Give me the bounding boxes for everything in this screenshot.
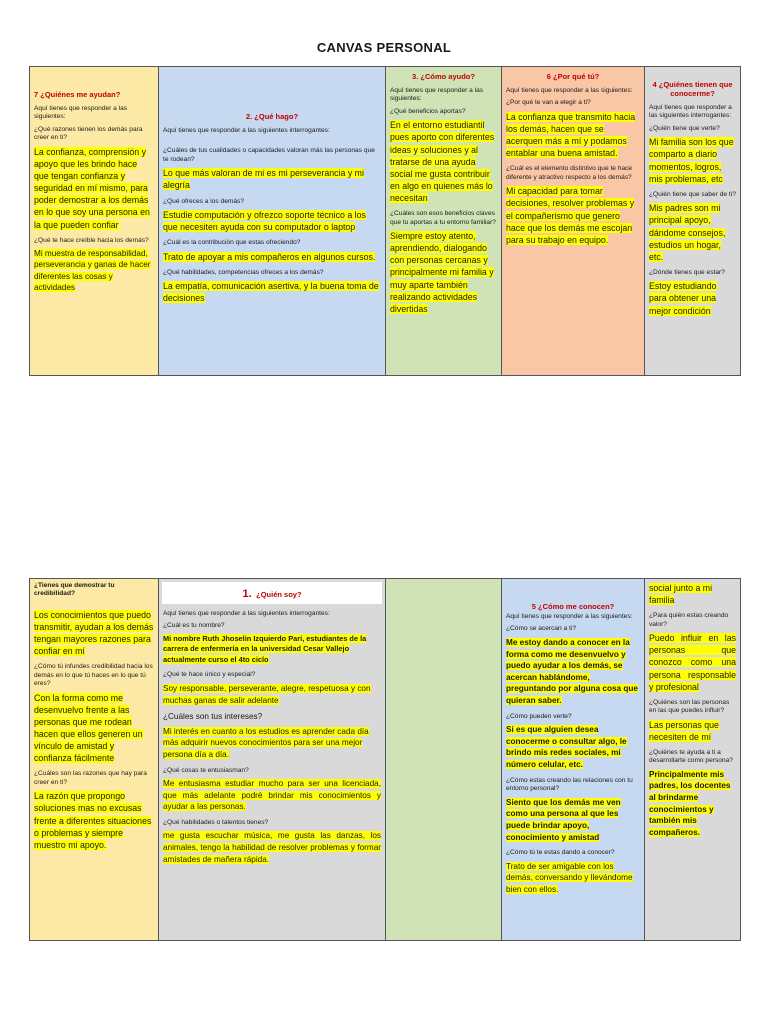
canvas-table-top — [29, 66, 741, 376]
question-text: ¿Cómo tú te estas dando a conocer? — [506, 849, 615, 857]
answer-text: Estoy estudiando para obtener una mejor condición — [649, 281, 717, 316]
question-text: ¿Qué habilidades, competencias ofreces a los demás? — [163, 268, 324, 276]
answer-text: Me entusiasma estudiar mucho para ser una licenciada, que más adelante podré brindar mis conocimientos y ayudar a las personas. — [163, 779, 381, 812]
answer-text: Mi nombre Ruth Jhoselin Izquierdo Parí, estudiantes de la carrera de enfermería en la universidad Cesar Vallejo actualmente curso el 4to ciclo — [163, 633, 367, 664]
answer-text: Siento que los demás me ven como una persona al que les puede brindar apoyo, conocimiento y amistad — [506, 797, 621, 842]
prompt-text: Aquí tienes que responder a las siguientes: — [506, 613, 633, 620]
cell-quienes-me-ayudan — [30, 67, 159, 375]
prompt-text: Aquí tienes que responder a las siguientes: — [390, 87, 484, 103]
question-text: ¿Cuál es el elemento distintivo que te hace diferente y atractivo respecto a los demás? — [506, 165, 633, 181]
prompt-text: Aquí tienes que responder a las siguientes interrogantes: — [649, 104, 732, 120]
cell-heading — [162, 582, 382, 604]
question-text: ¿Quién tiene que saber de ti? — [649, 190, 736, 198]
question-text: ¿Para quién estas creando valor? — [649, 612, 729, 628]
answer-text: Estudie computación y ofrezco soporte técnico a los que necesiten ayuda con su computador o laptop — [163, 210, 366, 233]
answer-text: Mis padres son mi principal apoyo, dándome consejos, estudios un hogar, etc. — [649, 203, 726, 262]
answer-text: me gusta escuchar música, me gusta las danzas, los animales, tengo la habilidad de resolver problemas y formar amistades de mañera rápida. — [163, 831, 381, 864]
cell-que-hago — [159, 67, 386, 375]
question-text: ¿Tienes que demostrar tu credibilidad? — [34, 582, 115, 598]
question-text: ¿Qué habilidades o talentos tienes? — [163, 818, 269, 826]
question-text: ¿Cuál es tu nombre? — [163, 622, 225, 630]
cell-heading: 5 ¿Cómo me conocen? — [531, 602, 615, 611]
question-text: ¿Qué te hace creíble hacia los demás? — [34, 236, 149, 244]
question-text: ¿Cómo se acercan a ti? — [506, 625, 576, 633]
cell-quien-soy — [159, 579, 386, 940]
cell-heading: 7 ¿Quiénes me ayudan? — [34, 90, 121, 99]
question-text: ¿Cómo pueden verte? — [506, 712, 572, 720]
heading-text: ¿Quién soy? — [256, 590, 302, 599]
answer-text: Trato de apoyar a mis compañeros en algunos cursos. — [163, 251, 376, 262]
question-text: ¿Por qué te van a elegir a ti? — [506, 99, 591, 107]
question-text: ¿Quiénes son las personas en las que puedes influir? — [649, 698, 730, 715]
answer-text: Trato de ser amigable con los demás, conversando y llevándome bien con ellos. — [506, 861, 633, 894]
question-text: ¿Cuáles son esos beneficios claves que tu aportas a tu entorno familiar? — [390, 210, 496, 226]
answer-text: social junto a mi familia — [649, 583, 713, 606]
question-text: ¿Qué cosas te entusiasman? — [163, 766, 249, 774]
answer-text: Mi capacidad para tomar decisiones, resolver problemas y el compañerismo que genero hace que los demás me escojan para su trabajo en equipo. — [506, 186, 635, 245]
prompt-text: Aquí tienes que responder a las siguientes interrogantes: — [163, 610, 330, 617]
cell-heading: 4 ¿Quiénes tienen que conocerme? — [652, 80, 733, 98]
answer-text: La razón que propongo soluciones mas no excusas frente a diferentes situaciones o problemas y siempre muestro mi apoyo. — [34, 791, 152, 850]
answer-text: Siempre estoy atento, aprendiendo, dialogando con personas cercanas y principalmente mi familia y muy aparte también realizando actividades divertidas — [390, 231, 494, 314]
answer-text: La confianza, comprensión y apoyo que les brindo hace que tengan confianza y seguridad en mí mismo, para poder demostrar a los demás en lo que soy una persona en la que pueden confiar — [34, 146, 150, 230]
canvas-table-bottom — [29, 578, 741, 941]
cell-empty-green — [386, 579, 502, 940]
cell-credibilidad — [30, 579, 159, 940]
cell-por-que-tu — [502, 67, 645, 375]
heading-number: 1. — [242, 588, 252, 600]
answer-text: Puedo influir en las personas que conozco como una persona responsable y profesional — [649, 633, 736, 692]
answer-text: Las personas que necesiten de mí — [649, 719, 719, 742]
answer-text: Soy responsable, perseverante, alegre, respetuosa y con muchas ganas de salir adelante — [163, 683, 371, 705]
cell-heading: 3. ¿Cómo ayudo? — [412, 72, 475, 81]
question-text: ¿Cómo estas creando las relaciones con tu entorno personal? — [506, 776, 633, 793]
answer-text: Los conocimientos que puedo transmitir, ayudan a los demás tengan mayores razones para confiar en mí — [34, 609, 154, 657]
prompt-text: Aquí tienes que responder a las siguientes: — [34, 105, 128, 121]
cell-como-me-conocen — [502, 579, 645, 940]
question-text: ¿Qué ofreces a los demás? — [163, 197, 244, 205]
question-text: ¿Qué beneficios aportas? — [390, 107, 466, 115]
answer-text: Me estoy dando a conocer en la forma como me desenvuelvo y puedo ayudar a los demás, se acercan hablándome, preguntando por alguna cosa que quieran saber. — [506, 637, 638, 706]
question-text: ¿Quién tiene que verte? — [649, 124, 720, 132]
answer-text: Mi familia son los que comparto a diario momentos, logros, mis problemas, etc — [649, 137, 734, 184]
question-text: ¿Cómo tú infundes credibilidad hacia los demás en lo que tú haces en lo que tú eres? — [34, 663, 153, 688]
cell-quienes-tienen-que-conocerme — [645, 67, 740, 375]
prompt-text: Aquí tienes que responder a las siguientes: — [506, 87, 633, 94]
question-text: ¿Cuáles son las razones que hay para creer en ti? — [34, 770, 147, 786]
question-text: ¿Dónde tienes que estar? — [649, 268, 725, 276]
answer-text: En el entorno estudiantil pues aporto con diferentes ideas y soluciones y al tratarse de una ayuda social me gusta contribuir en algo en quienes más lo necesitan — [390, 120, 495, 204]
question-text: ¿Qué te hace único y especial? — [163, 671, 256, 679]
question-text: ¿Qué razones tienen los demás para creer en ti? — [34, 125, 143, 142]
answer-text: Si es que alguien desea conocerme o consultar algo, le brindo mis redes sociales, mi número celular, etc. — [506, 725, 627, 770]
question-text: ¿Cuál es la contribución que estas ofreciendo? — [163, 239, 301, 247]
cell-quienes-tienen-que-conocerme-cont — [645, 579, 740, 940]
answer-text: La confianza que transmito hacia los demás, hacen que se acerquen más a mí y podamos entablar una buena amistad. — [506, 111, 636, 159]
cell-heading: 6 ¿Por qué tú? — [546, 72, 600, 81]
answer-text: Con la forma como me desenvuelvo frente a las personas que me rodean hacen que ellos generen un vínculo de amistad y confianza fácilmente — [34, 692, 143, 764]
question-text: ¿Cuáles de tus cualidades o capacidades valoran más las personas que te rodean? — [163, 147, 375, 163]
answer-text: Principalmente mis padres, los docentes al brindarme conocimientos y también mis compañeros. — [649, 769, 731, 837]
page-title: CANVAS PERSONAL — [316, 40, 452, 55]
question-text: ¿Quiénes te ayuda a ti a desarrollarte como persona? — [649, 748, 733, 765]
prompt-text: Aquí tienes que responder a las siguientes interrogantes: — [163, 127, 330, 134]
answer-text: Lo que más valoran de mi es mi perseverancia y mi alegría — [163, 168, 364, 191]
answer-text: Mi muestra de responsabilidad, perseverancia y ganas de hacer diferentes las cosas y actividades — [34, 249, 151, 292]
answer-text: Mi interés en cuanto a los estudios es aprender cada día más adquirir nuevos conocimientos para ser una mejor persona día a día. — [163, 726, 369, 759]
question-text: ¿Cuáles son tus intereses? — [163, 712, 263, 722]
cell-como-ayudo — [386, 67, 502, 375]
answer-text: La empatía, comunicación asertiva, y la buena toma de decisiones — [163, 281, 379, 304]
cell-heading: 2. ¿Qué hago? — [245, 112, 299, 121]
